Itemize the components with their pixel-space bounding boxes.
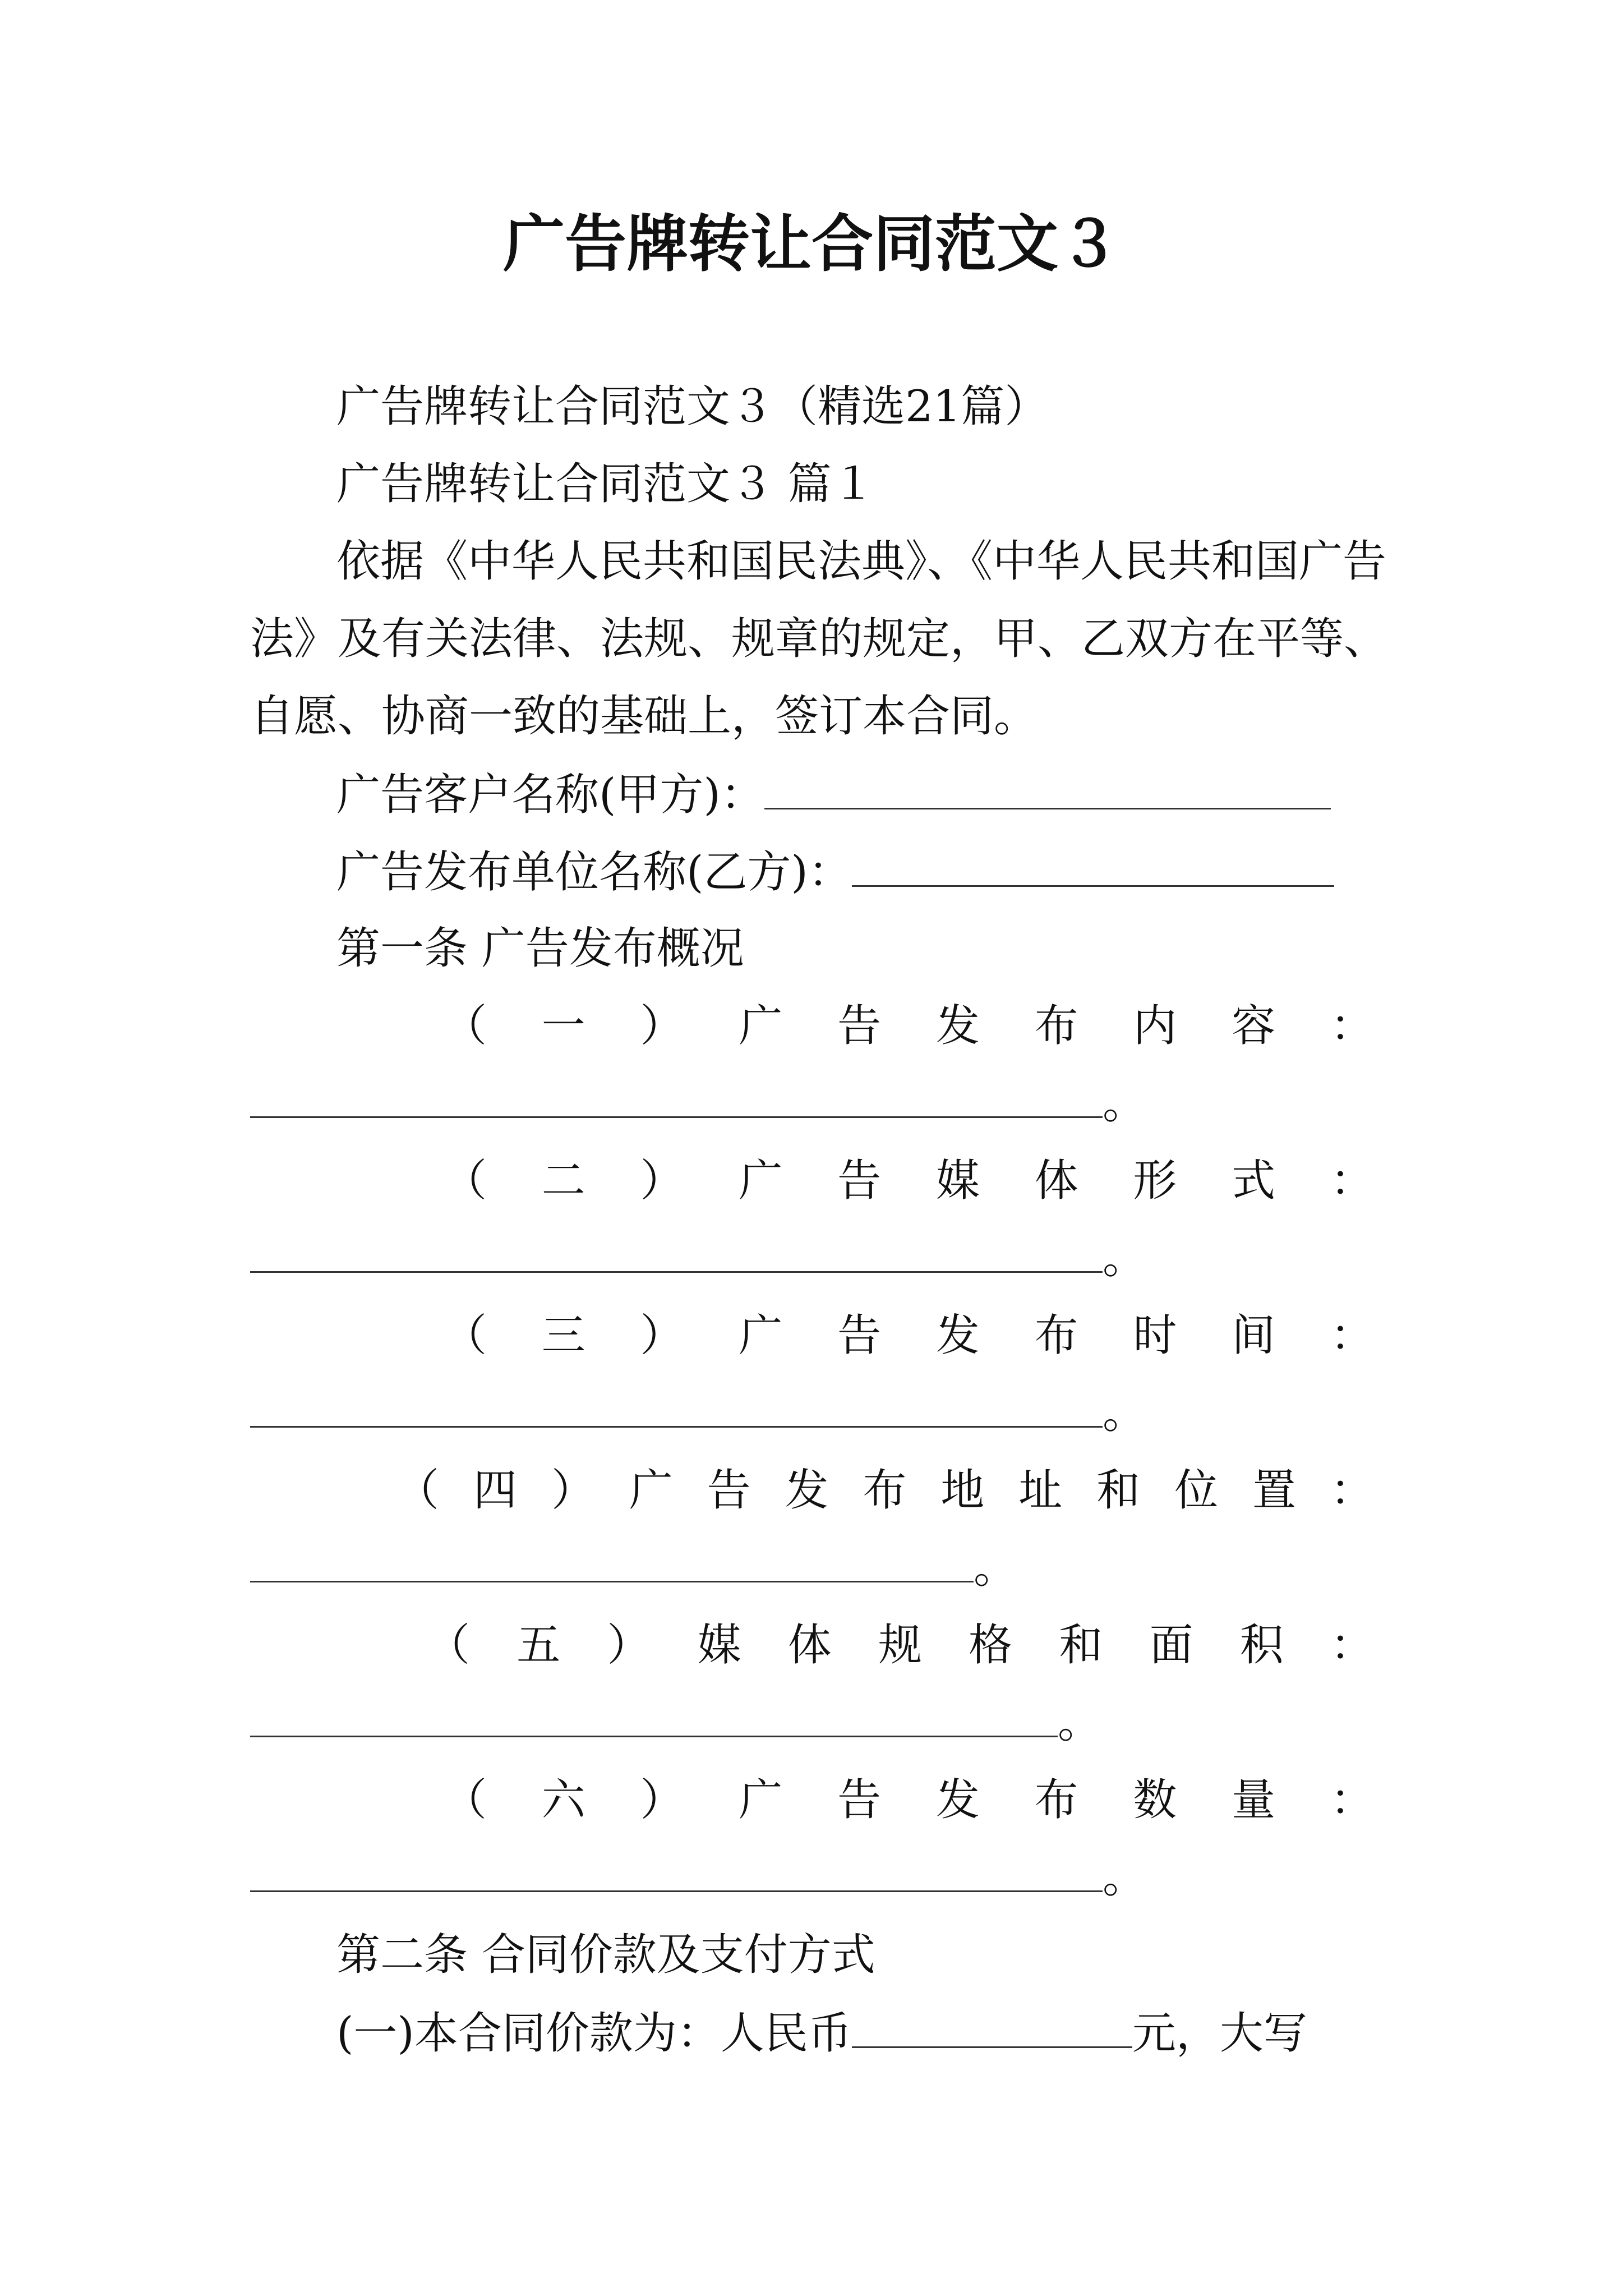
price-label: (一)本合同价款为：人民币 xyxy=(336,2008,852,2059)
item-6-char: 告 xyxy=(837,1775,882,1825)
item-6-blank[interactable] xyxy=(250,1857,1103,1892)
item-2-char: 体 xyxy=(1034,1156,1078,1206)
page-title: 广告牌转让合同范文３ xyxy=(503,208,1120,280)
item-6-char: 六 xyxy=(541,1775,585,1825)
item-3-char: 三 xyxy=(541,1310,585,1361)
section-heading: 广告牌转让合同范文３ 篇１ xyxy=(336,459,875,509)
item-3-char: 时 xyxy=(1133,1310,1177,1361)
item-3-char: 间 xyxy=(1232,1310,1276,1361)
party-b-blank[interactable] xyxy=(852,840,1334,887)
item-2-char: 形 xyxy=(1133,1156,1177,1206)
item-3-char: 广 xyxy=(739,1310,783,1361)
party-a-row xyxy=(336,763,1464,826)
item-3-char: 告 xyxy=(837,1310,882,1361)
item-2-char: 式 xyxy=(1232,1156,1276,1206)
item-4-char: ） xyxy=(551,1465,595,1516)
item-4-char: 四 xyxy=(473,1465,517,1516)
intro-line-3: 自愿、协商一致的基础上，签订本合同。 xyxy=(250,691,1038,742)
item-4-char: 置 xyxy=(1252,1465,1296,1516)
item-1-char: 发 xyxy=(935,1001,980,1051)
item-4-char: 地 xyxy=(940,1465,985,1516)
price-blank[interactable] xyxy=(852,2001,1132,2048)
item-2-char: 二 xyxy=(541,1156,585,1206)
item-5-char: 五 xyxy=(517,1620,561,1671)
price-suffix: 元，大写 xyxy=(1132,2008,1307,2059)
item-4-char: 布 xyxy=(863,1465,907,1516)
price-row xyxy=(336,2001,1464,2064)
party-b-row xyxy=(336,840,1464,903)
item-3-char: 布 xyxy=(1034,1310,1078,1361)
item-6-char: （ xyxy=(443,1775,487,1825)
item-5-char: ： xyxy=(1330,1620,1374,1671)
item-3-char: ： xyxy=(1330,1310,1374,1361)
item-1-char: 布 xyxy=(1034,1001,1078,1051)
item-4-char: 告 xyxy=(707,1465,751,1516)
party-a-blank[interactable] xyxy=(764,763,1331,809)
item-4-char: （ xyxy=(395,1465,440,1516)
item-5-fill xyxy=(250,1692,1101,1754)
item-6-char: 发 xyxy=(935,1775,980,1825)
item-4-char: 发 xyxy=(785,1465,829,1516)
item-1-char: ： xyxy=(1330,1001,1374,1051)
item-2-char: 媒 xyxy=(935,1156,980,1206)
item-2-period: 。 xyxy=(1103,1233,1147,1283)
party-a-label: 广告客户名称(甲方)： xyxy=(336,770,764,820)
item-1-char: 内 xyxy=(1133,1001,1177,1051)
item-2-char: 告 xyxy=(837,1156,882,1206)
item-4-char: 广 xyxy=(629,1465,673,1516)
item-2-char: ： xyxy=(1330,1156,1374,1206)
item-5-period: 。 xyxy=(1058,1697,1102,1748)
item-6-char: 量 xyxy=(1232,1775,1276,1825)
item-1-period: 。 xyxy=(1103,1078,1147,1129)
item-4-period: 。 xyxy=(974,1543,1018,1593)
item-3-label xyxy=(443,1305,1374,1366)
item-4-char: 和 xyxy=(1096,1465,1141,1516)
item-1-char: 一 xyxy=(541,1001,585,1051)
item-1-fill xyxy=(250,1073,1146,1134)
item-6-char: 广 xyxy=(739,1775,783,1825)
item-5-char: （ xyxy=(426,1620,471,1671)
item-5-char: 格 xyxy=(969,1620,1013,1671)
item-5-char: 体 xyxy=(787,1620,832,1671)
item-6-label xyxy=(443,1769,1374,1831)
item-4-blank[interactable] xyxy=(250,1547,974,1582)
item-2-char: ） xyxy=(640,1156,684,1206)
item-3-period: 。 xyxy=(1103,1388,1147,1438)
item-6-char: ） xyxy=(640,1775,684,1825)
item-3-fill xyxy=(250,1382,1146,1444)
item-4-fill xyxy=(250,1537,1017,1599)
item-6-char: 布 xyxy=(1034,1775,1078,1825)
item-2-char: 广 xyxy=(739,1156,783,1206)
item-6-char: 数 xyxy=(1133,1775,1177,1825)
item-1-blank[interactable] xyxy=(250,1083,1103,1118)
item-1-label xyxy=(443,995,1374,1057)
item-6-char: ： xyxy=(1330,1775,1374,1825)
item-3-blank[interactable] xyxy=(250,1392,1103,1428)
item-2-label xyxy=(443,1150,1374,1212)
party-b-label: 广告发布单位名称(乙方)： xyxy=(336,847,852,898)
item-1-char: 广 xyxy=(739,1001,783,1051)
item-3-char: ） xyxy=(640,1310,684,1361)
item-3-char: （ xyxy=(443,1310,487,1361)
item-1-char: （ xyxy=(443,1001,487,1051)
item-4-char: ： xyxy=(1330,1465,1374,1516)
item-5-label xyxy=(426,1614,1374,1676)
document-subtitle: 广告牌转让合同范文３（精选21篇） xyxy=(336,381,1049,432)
item-1-char: 容 xyxy=(1232,1001,1276,1051)
item-4-char: 址 xyxy=(1018,1465,1063,1516)
item-5-char: 规 xyxy=(878,1620,922,1671)
item-3-char: 发 xyxy=(935,1310,980,1361)
item-5-char: 积 xyxy=(1239,1620,1284,1671)
item-2-char: （ xyxy=(443,1156,487,1206)
item-2-blank[interactable] xyxy=(250,1237,1103,1273)
item-5-blank[interactable] xyxy=(250,1702,1058,1737)
item-5-char: ） xyxy=(607,1620,651,1671)
item-6-fill xyxy=(250,1847,1146,1908)
item-2-fill xyxy=(250,1227,1146,1289)
article-1-heading: 第一条 广告发布概况 xyxy=(336,923,744,974)
intro-line-1: 依据《中华人民共和国民法典》、《中华人民共和国广告 xyxy=(336,536,1387,587)
item-4-label xyxy=(395,1460,1374,1521)
item-5-char: 和 xyxy=(1059,1620,1103,1671)
item-5-char: 面 xyxy=(1149,1620,1193,1671)
article-2-heading: 第二条 合同价款及支付方式 xyxy=(336,1930,875,1980)
intro-line-2: 法》及有关法律、法规、规章的规定，甲、乙双方在平等、 xyxy=(250,614,1388,664)
item-1-char: ） xyxy=(640,1001,684,1051)
item-6-period: 。 xyxy=(1103,1852,1147,1903)
item-4-char: 位 xyxy=(1174,1465,1219,1516)
item-1-char: 告 xyxy=(837,1001,882,1051)
item-5-char: 媒 xyxy=(697,1620,741,1671)
